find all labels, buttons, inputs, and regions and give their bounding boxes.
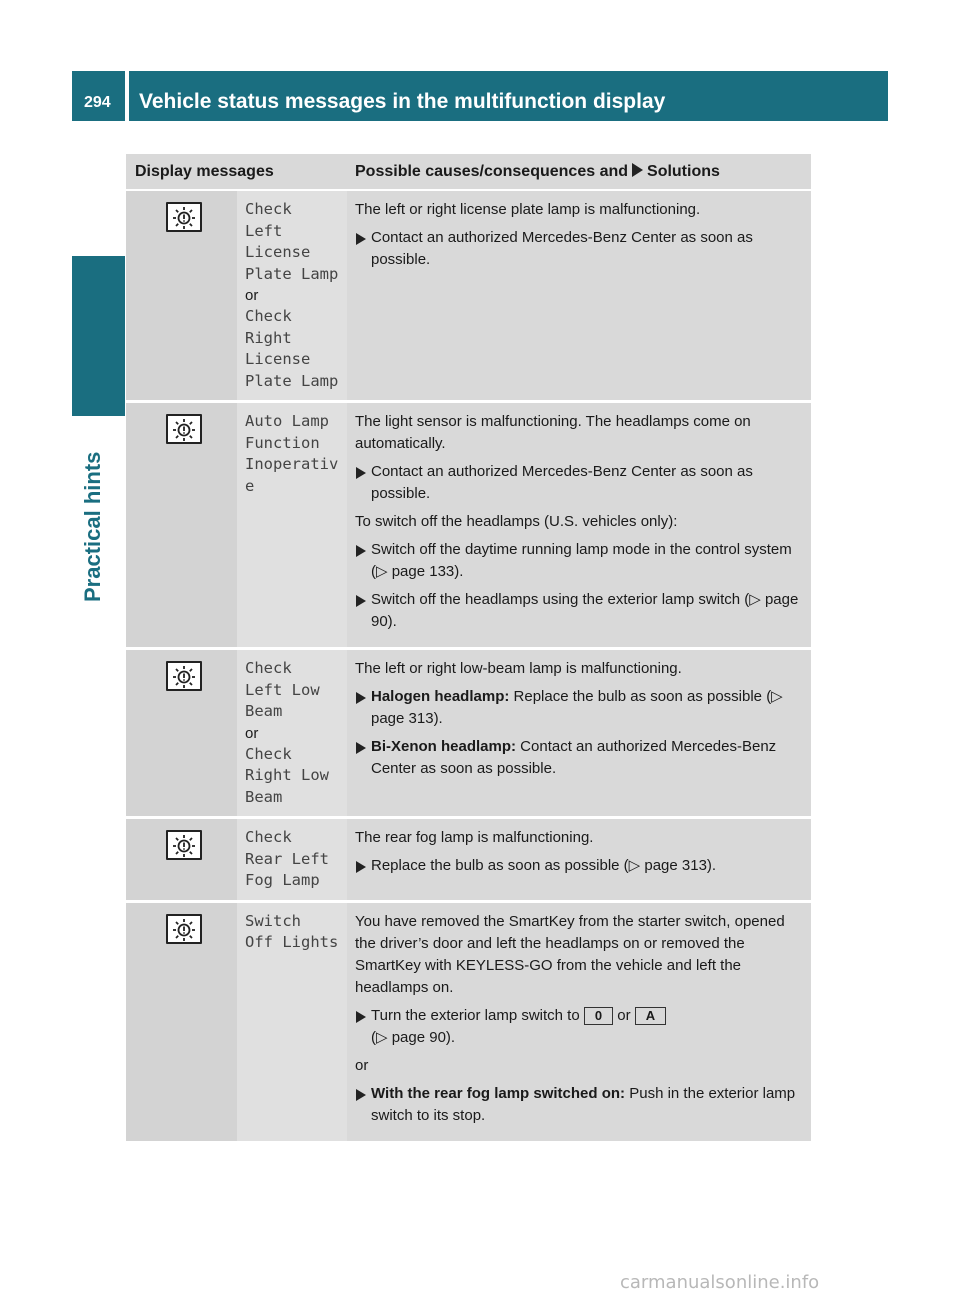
solution-step: Replace the bulb as soon as possible (▷ page 313). <box>355 855 803 877</box>
table-row <box>126 818 811 902</box>
lamp-warning-icon <box>166 830 202 860</box>
display-message: Auto Lamp Function Inoperativ e <box>245 412 339 495</box>
lamp-switch-auto-position: A <box>635 1007 666 1025</box>
solution-step: Contact an authorized Mercedes-Benz Center as soon as possible. <box>355 227 803 271</box>
cause-text: The light sensor is malfunctioning. The headlamps come on automatically. <box>355 413 751 452</box>
table-row <box>126 402 811 649</box>
side-tab-block <box>72 256 125 416</box>
display-message: Switch Off Lights <box>245 911 339 951</box>
instruction-text: To switch off the headlamps (U.S. vehicles only): <box>355 513 678 530</box>
or-text: or <box>355 1056 369 1074</box>
page-header <box>72 71 888 121</box>
solution-step: Halogen headlamp: Replace the bulb as soon as possible (▷ page 313). <box>355 686 803 730</box>
or-text: or <box>245 724 259 742</box>
lamp-warning-icon <box>166 661 202 691</box>
display-message-alt: Check Right Low Beam <box>245 744 329 806</box>
col-header-causes: Possible causes/consequences and Solutions <box>347 154 811 190</box>
cause-text: The left or right license plate lamp is malfunctioning. <box>355 201 701 218</box>
cause-text: The left or right low-beam lamp is malfunctioning. <box>355 660 682 677</box>
status-messages-table <box>126 154 811 1141</box>
page-number-box <box>72 71 125 121</box>
display-message: Check Left License Plate Lamp <box>245 200 339 283</box>
display-message: Check Rear Left Fog Lamp <box>245 828 329 889</box>
lamp-warning-icon <box>166 914 202 944</box>
or-text: or <box>245 287 259 304</box>
table-header-row <box>126 154 811 190</box>
solution-step: Switch off the headlamps using the exterior lamp switch (▷ page 90). <box>355 589 803 633</box>
solution-step: With the rear fog lamp switched on: Push in the exterior lamp switch to its stop. <box>355 1083 803 1127</box>
page-number: 294 <box>84 94 111 111</box>
solution-step: Switch off the daytime running lamp mode in the control system (▷ page 133). <box>355 539 803 583</box>
table-row <box>126 649 811 818</box>
table-row <box>126 901 811 1141</box>
page-title: Vehicle status messages in the multifunction display <box>139 90 666 113</box>
table-row <box>126 190 811 402</box>
watermark: carmanualsonline.info <box>620 1272 820 1293</box>
display-message-alt: Check Right License Plate Lamp <box>245 307 339 390</box>
solution-step: Turn the exterior lamp switch to 0 or A (▷ page 90). <box>355 1005 803 1049</box>
solution-step: Bi-Xenon headlamp: Contact an authorized Mercedes-Benz Center as soon as possible. <box>355 736 803 780</box>
col-header-display-messages: Display messages <box>126 154 347 190</box>
solution-step: Contact an authorized Mercedes-Benz Center as soon as possible. <box>355 461 803 505</box>
solution-arrow-icon <box>632 163 643 177</box>
lamp-warning-icon <box>166 202 202 232</box>
side-tab-label: Practical hints <box>80 451 105 602</box>
display-message: Check Left Low Beam <box>245 659 320 720</box>
cause-text: The rear fog lamp is malfunctioning. <box>355 829 594 846</box>
title-bar <box>129 71 888 121</box>
cause-text: You have removed the SmartKey from the starter switch, opened the driver’s door and left the headlamps on or removed the SmartKey with KEYLESS-GO from the vehicle and left the headlamps on. <box>355 912 785 996</box>
lamp-switch-off-position: 0 <box>584 1007 613 1025</box>
lamp-warning-icon <box>166 414 202 444</box>
